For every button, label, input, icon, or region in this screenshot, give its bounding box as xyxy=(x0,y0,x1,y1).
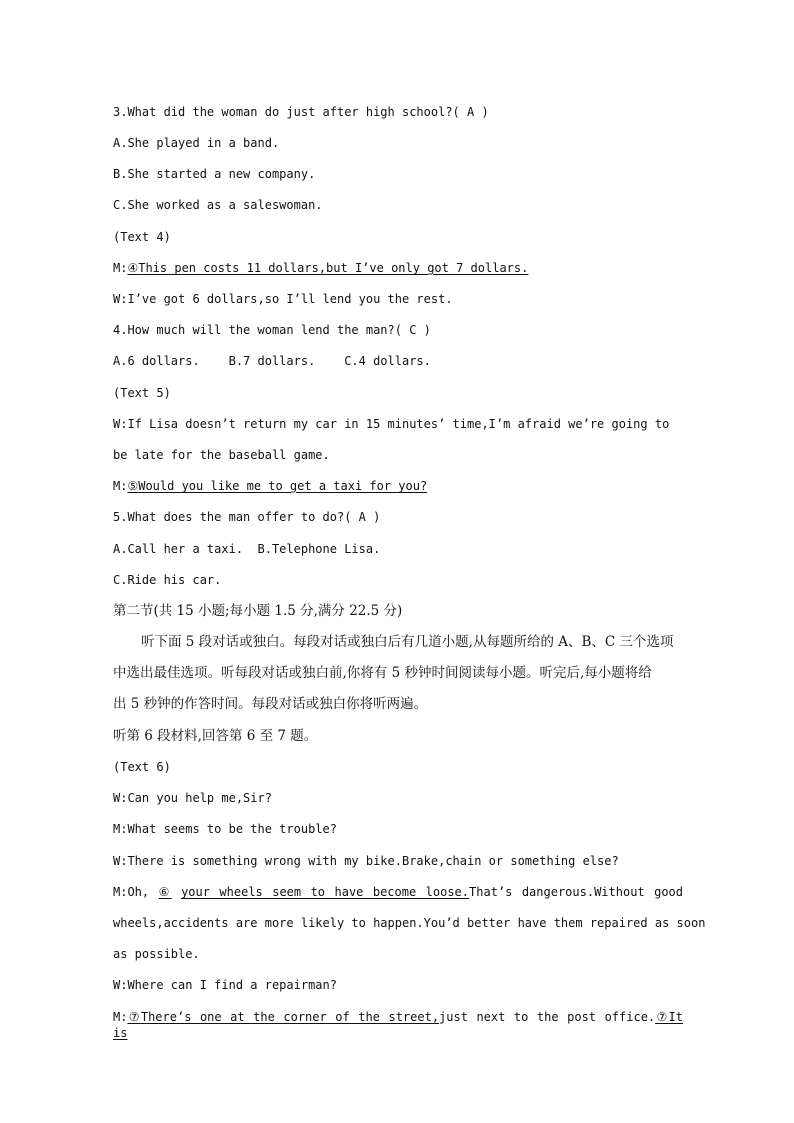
q3-option-c: C.She worked as a saleswoman. xyxy=(113,198,323,212)
text-5-man-line xyxy=(113,478,683,494)
section-2-heading: 第二节(共 15 小题;每小题 1.5 分,满分 22.5 分) xyxy=(113,603,403,619)
section-2-sub-instruction: 听第 6 段材料,回答第 6 至 7 题。 xyxy=(113,728,318,744)
text-4-heading: (Text 4) xyxy=(113,230,171,244)
marker-6: ⑥ xyxy=(158,885,172,899)
key-sentence: Would you like me to get a taxi for you? xyxy=(138,479,428,493)
q3-option-a: A.She played in a band. xyxy=(113,136,280,150)
text-6-man-line-3 xyxy=(113,1009,683,1041)
text-4-woman-line: W:I’ve got 6 dollars,so I’ll lend you the rest. xyxy=(113,292,453,306)
continuation-text: That’s dangerous.Without good xyxy=(469,885,683,899)
key-sentence-start: It is xyxy=(113,1010,683,1040)
q5-options-ab: A.Call her a taxi. B.Telephone Lisa. xyxy=(113,542,381,556)
text-6-man-line-1: M:What seems to be the trouble? xyxy=(113,822,337,836)
text-6-man-line-2-cont: wheels,accidents are more likely to happen.You’d better have them repaired as soon xyxy=(113,916,706,930)
marker-4: ④ xyxy=(127,261,139,275)
text-6-heading: (Text 6) xyxy=(113,760,171,774)
q5-option-c: C.Ride his car. xyxy=(113,573,222,587)
speaker-label: M: xyxy=(113,261,128,275)
continuation-text: just next to the post office. xyxy=(439,1010,656,1024)
text-6-man-line-2 xyxy=(113,884,683,900)
question-5: 5.What does the man offer to do?( A ) xyxy=(113,510,381,524)
q4-options: A.6 dollars. B.7 dollars. C.4 dollars. xyxy=(113,354,431,368)
text-6-woman-line-2: W:There is something wrong with my bike.Brake,chain or something else? xyxy=(113,854,619,868)
section-2-instructions-3: 出 5 秒钟的作答时间。每段对话或独白你将听两遍。 xyxy=(113,696,428,712)
q3-option-b: B.She started a new company. xyxy=(113,167,316,181)
key-sentence: your wheels seem to have become loose. xyxy=(181,885,470,899)
section-2-instructions-1: 听下面 5 段对话或独白。每段对话或独白后有几道小题,从每题所给的 A、B、C 三个选项 xyxy=(141,634,674,650)
question-4: 4.How much will the woman lend the man?( C ) xyxy=(113,323,431,337)
text-5-woman-line-2: be late for the baseball game. xyxy=(113,448,330,462)
marker-7: ⑦ xyxy=(127,1010,141,1024)
question-3: 3.What did the woman do just after high school?( A ) xyxy=(113,105,489,119)
speaker-label: M: xyxy=(113,1010,128,1024)
speaker-label: M:Oh, xyxy=(113,885,159,899)
marker-7-second: ⑦ xyxy=(655,1010,669,1024)
speaker-label: M: xyxy=(113,479,128,493)
text-6-man-line-2-end: as possible. xyxy=(113,947,200,961)
text-5-heading: (Text 5) xyxy=(113,386,171,400)
text-6-woman-line-3: W:Where can I find a repairman? xyxy=(113,978,337,992)
marker-5: ⑤ xyxy=(127,479,139,493)
key-sentence: This pen costs 11 dollars,but I’ve only got 7 dollars. xyxy=(138,261,529,275)
section-2-instructions-2: 中选出最佳选项。听每段对话或独白前,你将有 5 秒钟时间阅读每小题。听完后,每小题将给 xyxy=(113,665,652,681)
key-sentence: There’s one at the corner of the street, xyxy=(140,1010,440,1024)
text-5-woman-line-1: W:If Lisa doesn’t return my car in 15 minutes’ time,I’m afraid we’re going to xyxy=(113,417,670,431)
text-4-man-line xyxy=(113,260,683,276)
text-6-woman-line-1: W:Can you help me,Sir? xyxy=(113,791,272,805)
